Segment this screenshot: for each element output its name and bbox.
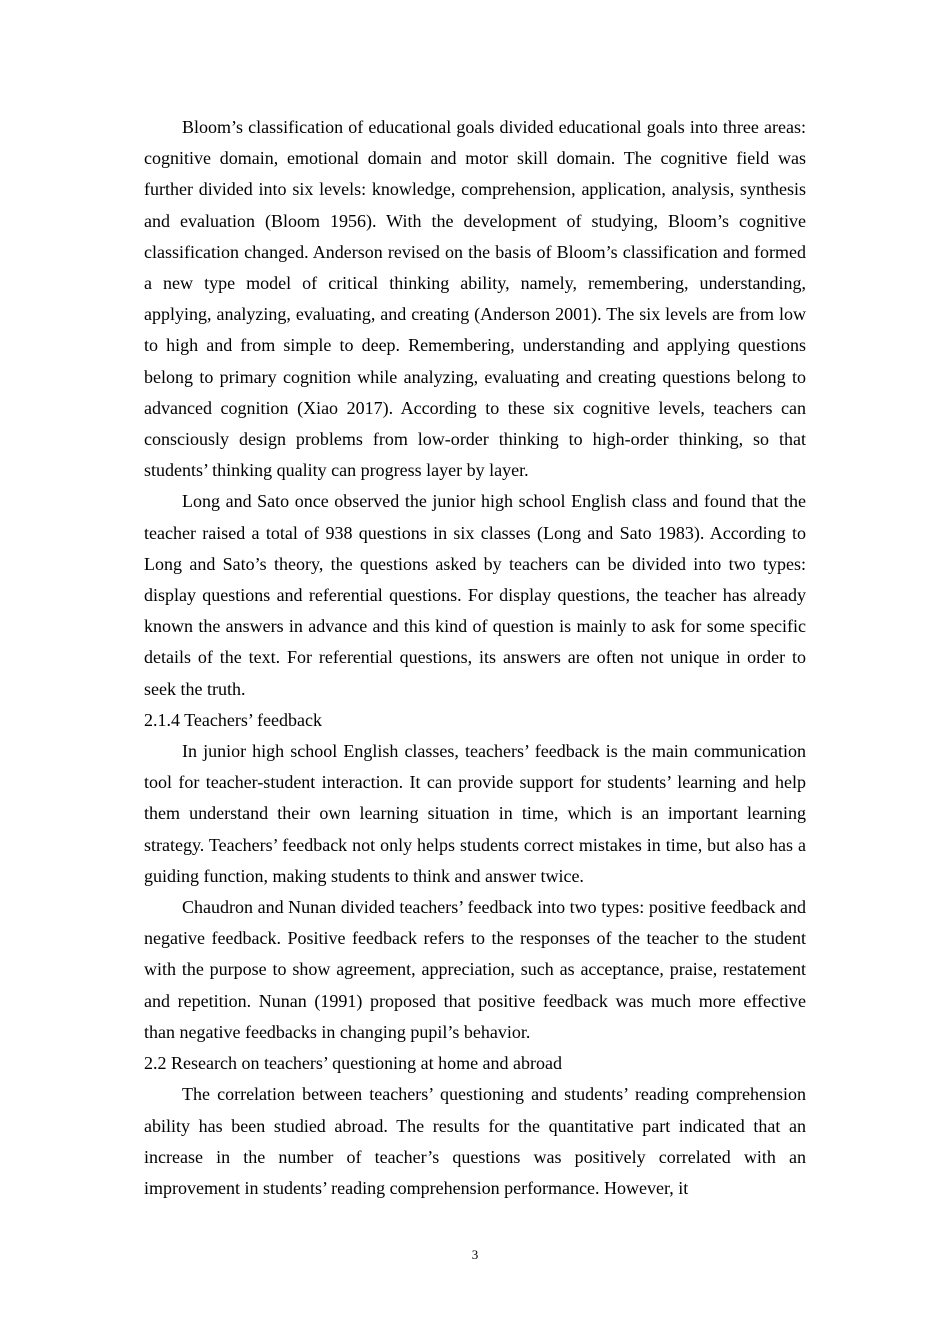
paragraph-bloom-classification: Bloom’s classification of educational goals divided educational goals into three areas: cognitive domain, emotional domain and motor skill domain. The cognitive field was further divided into six levels: knowledge, comprehension, application, analysis, synthesis and evaluation (Bloom 1956). With the development of studying, Bloom’s cognitive classification changed. Anderson revised on the basis of Bloom’s classification and formed a new type model of critical thinking ability, namely, remembering, understanding, applying, analyzing, evaluating, and creating (Anderson 2001). The six levels are from low to high and from simple to deep. Remembering, understanding and applying questions belong to primary cognition while analyzing, evaluating and creating questions belong to advanced cognition (Xiao 2017). According to these six cognitive levels, teachers can consciously design problems from low-order thinking to high-order thinking, so that students’ thinking quality can progress layer by layer. [144, 117, 806, 481]
paragraph-feedback-types: Chaudron and Nunan divided teachers’ feedback into two types: positive feedback and negative feedback. Positive feedback refers to the responses of the teacher to the student with the purpose to show agreement, appreciation, such as acceptance, praise, restatement and repetition. Nunan (1991) proposed that positive feedback was much more effective than negative feedbacks in changing pupil’s behavior. [144, 897, 806, 1042]
page-number: 3 [471, 1247, 479, 1262]
section-heading-research-questioning: 2.2 Research on teachers’ questioning at home and abroad [144, 1053, 563, 1074]
section-heading-teachers-feedback: 2.1.4 Teachers’ feedback [144, 709, 322, 730]
document-body [144, 112, 806, 1204]
paragraph-questioning-correlation: The correlation between teachers’ questioning and students’ reading comprehension ability has been studied abroad. The results for the quantitative part indicated that an increase in the number of teacher’s questions was positively correlated with an improvement in students’ reading comprehension performance. However, it [144, 1084, 806, 1198]
paragraph-long-and-sato: Long and Sato once observed the junior high school English class and found that the teacher raised a total of 938 questions in six classes (Long and Sato 1983). According to Long and Sato’s theory, the questions asked by teachers can be divided into two types: display questions and referential questions. For display questions, the teacher has already known the answers in advance and this kind of question is mainly to ask for some specific details of the text. For referential questions, its answers are often not unique in order to seek the truth. [144, 491, 806, 699]
paragraph-feedback-role: In junior high school English classes, teachers’ feedback is the main communication tool for teacher-student interaction. It can provide support for students’ learning and help them understand their own learning situation in time, which is an important learning strategy. Teachers’ feedback not only helps students correct mistakes in time, but also has a guiding function, making students to think and answer twice. [144, 741, 806, 886]
